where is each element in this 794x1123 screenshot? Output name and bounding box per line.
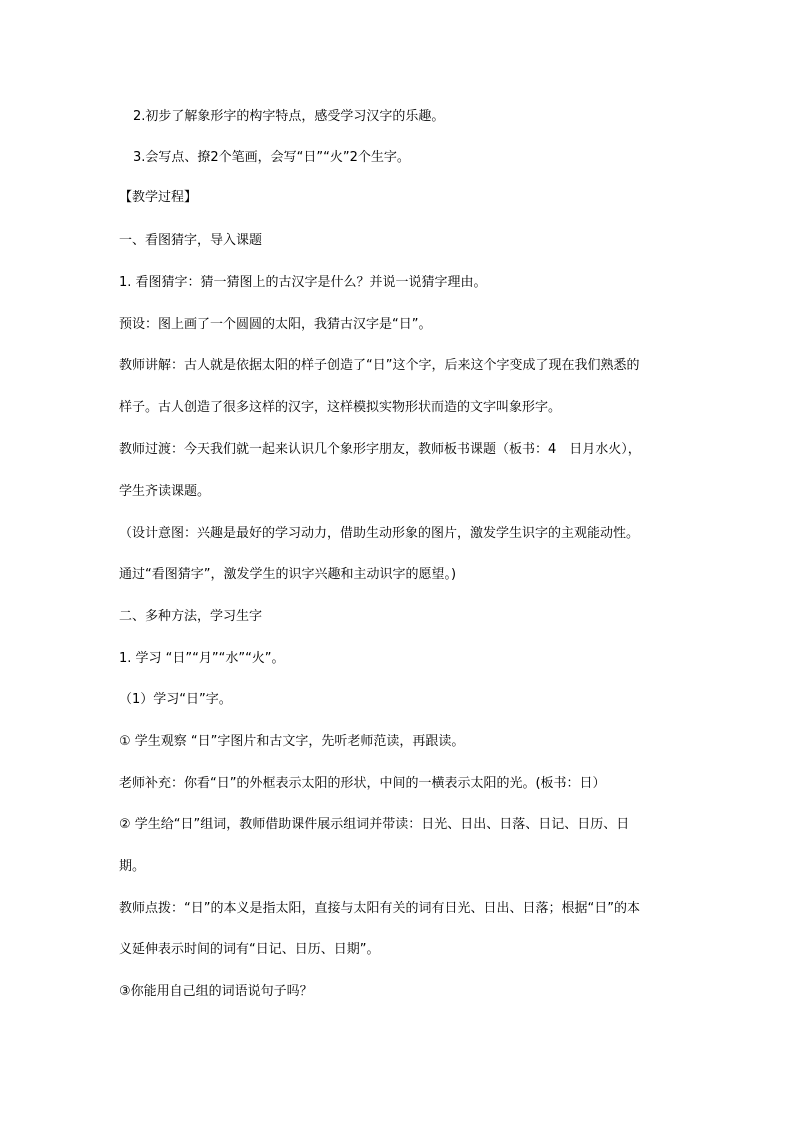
s1-design-line1: （设计意图：兴趣是最好的学习动力，借助生动形象的图片，激发学生识字的主观能动性。 (119, 526, 640, 541)
s2-step-1: ① 学生观察 “日”字图片和古文字，先听老师范读，再跟读。 (119, 734, 465, 749)
s2-step-2-line2: 期。 (119, 859, 146, 874)
s1-teacher-explain-line2: 样子。古人创造了很多这样的汉字，这样模拟实物形状而造的文字叫象形字。 (119, 400, 562, 415)
s1-transition-line2: 学生齐读课题。 (119, 484, 211, 499)
s1-item-1: 1. 看图猜字：猜一猜图上的古汉字是什么？并说一说猜字理由。 (119, 275, 487, 290)
s2-point-line2: 义延伸表示时间的词有“日记、日历、日期”。 (119, 942, 380, 957)
s1-preset: 预设：图上画了一个圆圆的太阳，我猜古汉字是“日”。 (119, 317, 432, 332)
s1-transition-line1: 教师过渡：今天我们就一起来认识几个象形字朋友，教师板书课题（板书：4 日月水火）， (119, 442, 641, 457)
s1-teacher-explain-line1: 教师讲解：古人就是依据太阳的样子创造了“日”这个字，后来这个字变成了现在我们熟悉的 (119, 358, 640, 373)
teaching-goal-2: 2.初步了解象形字的构字特点，感受学习汉字的乐趣。 (133, 109, 445, 124)
s2-point-line1: 教师点拨：“日”的本义是指太阳，直接与太阳有关的词有日光、日出、日落；根据“日”的本 (119, 901, 640, 916)
s2-sub-1: （1）学习“日”字。 (119, 692, 232, 707)
s2-teacher-supplement: 老师补充：你看“日”的外框表示太阳的形状，中间的一横表示太阳的光。(板书：日） (119, 776, 606, 791)
teaching-goal-3: 3.会写点、撩2个笔画，会写“日”“火”2个生字。 (133, 150, 410, 165)
s1-design-line2: 通过“看图猜字”，激发学生的识字兴趣和主动识字的愿望。) (119, 567, 457, 582)
process-heading: 【教学过程】 (119, 190, 198, 205)
s2-step-2-line1: ② 学生给“日”组词，教师借助课件展示组词并带读：日光、日出、日落、日记、日历、日 (119, 817, 630, 832)
s2-item-1: 1. 学习 “日”“月”“水”“火”。 (119, 651, 285, 666)
s2-step-3: ③你能用自己组的词语说句子吗？ (119, 984, 313, 999)
section-1-title: 一、看图猜字，导入课题 (119, 233, 263, 248)
section-2-title: 二、多种方法，学习生字 (119, 609, 263, 624)
